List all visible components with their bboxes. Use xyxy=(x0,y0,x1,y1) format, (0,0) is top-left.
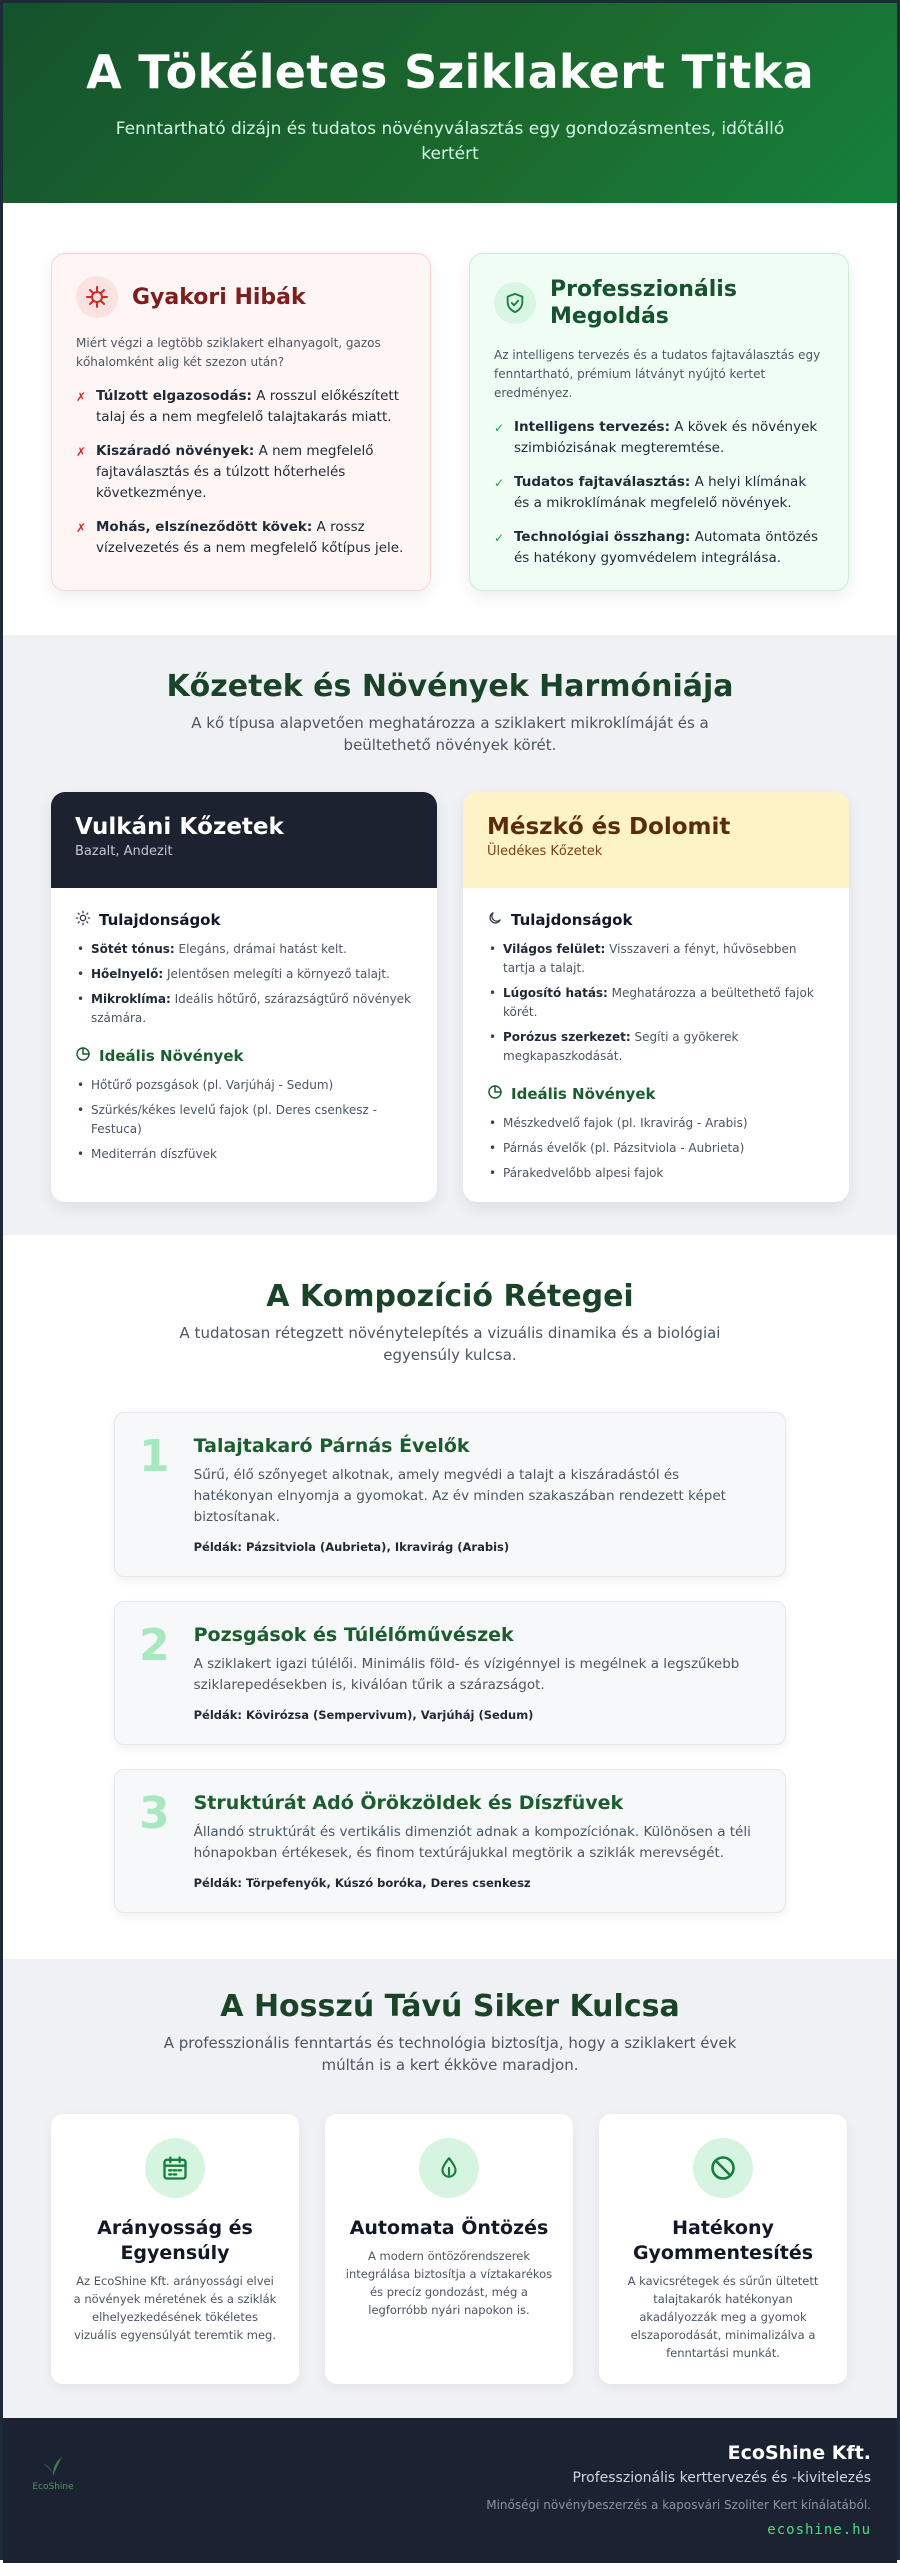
cross-icon: ✗ xyxy=(76,390,87,404)
solution-item: ✓ Tudatos fajtaválasztás: A helyi klímának és a mikroklímának megfelelő növények. xyxy=(494,472,824,514)
rocks-section xyxy=(3,635,897,1235)
rock-name: Vulkáni Kőzetek xyxy=(75,814,284,840)
problem-item: ✗ Túlzott elgazosodás: A rosszul előkészített talaj és a nem megfelelő talajtakarás miatt. xyxy=(76,386,406,428)
layer-number: 2 xyxy=(139,1620,170,1671)
solution-item: ✓ Intelligens tervezés: A kövek és növények szimbiózisának megteremtése. xyxy=(494,417,824,459)
footer-tagline: Professzionális kerttervezés és -kivitelezés xyxy=(572,2470,871,2486)
layer-examples: Példák: Törpefenyők, Kúszó boróka, Deres csenkesz xyxy=(193,1876,531,1890)
property-item: • Sötét tónus: Elegáns, drámai hatást kelt. xyxy=(75,940,413,959)
solutions-title: Professzionális Megoldás xyxy=(550,277,737,329)
layers-title: A Kompozíció Rétegei xyxy=(266,1279,634,1314)
rocks-title: Kőzetek és Növények Harmóniája xyxy=(166,669,734,704)
hero-title: A Tökéletes Sziklakert Titka xyxy=(86,45,814,99)
layers-section xyxy=(3,1235,897,1959)
layer-examples: Példák: Kövirózsa (Sempervivum), Varjúháj (Sedum) xyxy=(193,1708,534,1722)
layer-card xyxy=(114,1412,786,1577)
moon-icon xyxy=(487,910,503,930)
pie-chart-icon xyxy=(75,1046,91,1066)
success-section xyxy=(3,1959,897,2418)
feature-description: A kavicsrétegek és sűrűn ültetett talajtakarók hatékonyan akadályozzák meg a gyomok elszaporodását, minimalizálva a fenntartási munkát. xyxy=(627,2274,819,2360)
rock-type: Üledékes Kőzetek xyxy=(487,844,603,859)
layer-card xyxy=(114,1769,786,1913)
hero-banner xyxy=(3,3,897,203)
solutions-card xyxy=(469,253,849,591)
shield-check-icon xyxy=(494,282,536,324)
rock-type: Bazalt, Andezit xyxy=(75,844,173,859)
problem-solution-section xyxy=(3,203,897,635)
cross-icon: ✗ xyxy=(76,521,87,535)
property-item: • Hőelnyelő: Jelentősen melegíti a környező talajt. xyxy=(75,965,413,984)
check-icon: ✓ xyxy=(494,476,505,490)
layer-title: Struktúrát Adó Örökzöldek és Díszfüvek xyxy=(193,1792,624,1814)
plant-item: • Párnás évelők (pl. Pázsitviola - Aubrieta) xyxy=(487,1139,825,1158)
problem-item: ✗ Mohás, elszíneződött kövek: A rossz vízelvezetés és a nem megfelelő kőtípus jele. xyxy=(76,517,406,559)
problems-intro: Miért végzi a legtöbb sziklakert elhanyagolt, gazos kőhalomként alig két szezon után? xyxy=(76,336,381,369)
layer-title: Pozsgások és Túlélőművészek xyxy=(193,1624,514,1646)
bug-icon xyxy=(76,276,118,318)
plant-item: • Mediterrán díszfüvek xyxy=(75,1145,413,1164)
hero-subtitle: Fenntartható dizájn és tudatos növényválasztás egy gondozásmentes, időtálló kertért xyxy=(115,119,785,164)
property-item: • Porózus szerkezet: Segíti a gyökerek megkapaszkodását. xyxy=(487,1028,825,1066)
volcanic-rock-card xyxy=(51,792,437,1202)
layer-description: Állandó struktúrát és vertikális dimenziót adnak a kompozíciónak. Különösen a téli hónapokban értékesek, és finom textúrájukkal megtörik a sziklák merevségét. xyxy=(193,1824,751,1861)
pie-chart-icon xyxy=(487,1084,503,1104)
layer-examples: Példák: Pázsitviola (Aubrieta), Ikravirág (Arabis) xyxy=(193,1540,510,1554)
feature-description: Az EcoShine Kft. arányossági elvei a növények méretének és a sziklák elhelyezkedésének tökéletes vizuális egyensúlyát teremtik meg. xyxy=(73,2274,277,2342)
footer-website-link[interactable]: ecoshine.hu xyxy=(767,2522,871,2538)
footer xyxy=(3,2418,897,2563)
plant-item: • Szürkés/kékes levelű fajok (pl. Deres csenkesz - Festuca) xyxy=(75,1101,413,1139)
plant-item: • Párakedvelőbb alpesi fajok xyxy=(487,1164,825,1183)
solution-item: ✓ Technológiai összhang: Automata öntözés és hatékony gyomvédelem integrálása. xyxy=(494,527,824,569)
cross-icon: ✗ xyxy=(76,445,87,459)
water-drop-icon xyxy=(419,2138,479,2198)
footer-note: Minőségi növénybeszerzés a kaposvári Szoliter Kert kínálatából. xyxy=(486,2498,871,2512)
calendar-icon xyxy=(145,2138,205,2198)
feature-title: Automata Öntözés xyxy=(349,2217,549,2239)
property-item: • Világos felület: Visszaveri a fényt, hűvösebben tartja a talajt. xyxy=(487,940,825,978)
layer-number: 3 xyxy=(139,1788,170,1839)
layer-description: A sziklakert igazi túlélői. Minimális föld- és vízigénnyel is megélnek a legszűkebb sziklarepedésekben is, kiválóan tűrik a szárazságot. xyxy=(193,1656,740,1693)
check-icon: ✓ xyxy=(494,531,505,545)
layers-subtitle: A tudatosan rétegzett növénytelepítés a vizuális dinamika és a biológiai egyensúly kulcsa. xyxy=(179,1324,721,1364)
plant-item: • Mészkedvelő fajok (pl. Ikravirág - Arabis) xyxy=(487,1114,825,1133)
plants-heading: Ideális Növények xyxy=(75,1046,413,1066)
properties-heading: Tulajdonságok xyxy=(487,910,825,930)
check-icon: ✓ xyxy=(494,421,505,435)
success-subtitle: A professzionális fenntartás és technológia biztosítja, hogy a sziklakert évek múltán is a kert ékköve maradjon. xyxy=(163,2034,737,2074)
property-item: • Lúgosító hatás: Meghatározza a beültethető fajok körét. xyxy=(487,984,825,1022)
layer-card xyxy=(114,1601,786,1745)
problems-title: Gyakori Hibák xyxy=(132,284,306,310)
layer-description: Sűrű, élő szőnyeget alkotnak, amely megvédi a talajt a kiszáradástól és hatékonyan elnyomja a gyomokat. Az év minden szakaszában rendezett képet biztosítanak. xyxy=(193,1467,726,1525)
feature-description: A modern öntözőrendszerek integrálása biztosítja a víztakarékos és precíz gondozást, még a legforróbb nyári napokon is. xyxy=(345,2249,553,2317)
layer-title: Talajtakaró Párnás Évelők xyxy=(193,1435,470,1457)
feature-title: Hatékony Gyommentesítés xyxy=(632,2217,814,2264)
feature-card xyxy=(325,2114,573,2384)
leaf-icon xyxy=(40,2454,66,2478)
problem-item: ✗ Kiszáradó növények: A nem megfelelő fajtaválasztás és a túlzott hőterhelés következménye. xyxy=(76,441,406,504)
properties-heading: Tulajdonságok xyxy=(75,910,413,930)
problems-card xyxy=(51,253,431,591)
limestone-rock-card xyxy=(463,792,849,1202)
plant-item: • Hőtűrő pozsgások (pl. Varjúháj - Sedum) xyxy=(75,1076,413,1095)
success-title: A Hosszú Távú Siker Kulcsa xyxy=(220,1989,680,2024)
company-logo: EcoShine xyxy=(25,2454,81,2492)
property-item: • Mikroklíma: Ideális hőtűrő, szárazságtűrő növények számára. xyxy=(75,990,413,1028)
layer-number: 1 xyxy=(139,1431,170,1482)
feature-title: Arányosság és Egyensúly xyxy=(97,2217,253,2264)
rocks-subtitle: A kő típusa alapvetően meghatározza a sziklakert mikroklímáját és a beültethető növények körét. xyxy=(191,714,709,754)
rock-name: Mészkő és Dolomit xyxy=(487,814,731,840)
solutions-intro: Az intelligens tervezés és a tudatos fajtaválasztás egy fenntartható, prémium látványt nyújtó kertet eredményez. xyxy=(494,348,821,400)
sun-icon xyxy=(75,910,91,930)
plants-heading: Ideális Növények xyxy=(487,1084,825,1104)
no-weed-icon xyxy=(693,2138,753,2198)
footer-company: EcoShine Kft. xyxy=(727,2442,871,2464)
feature-card xyxy=(51,2114,299,2384)
feature-card xyxy=(599,2114,847,2384)
